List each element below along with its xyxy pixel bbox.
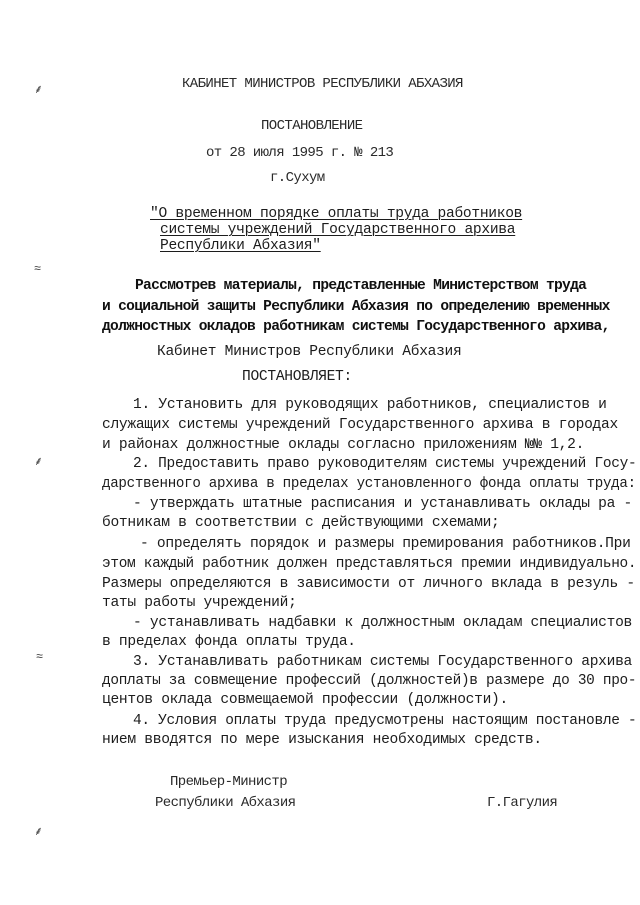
cabinet-line: Кабинет Министров Республики Абхазия: [157, 344, 462, 360]
margin-mark-icon: ≈: [36, 650, 44, 664]
body-line: этом каждый работник должен представляться премии индивидуально.: [102, 556, 637, 572]
document-title-line: системы учреждений Государственного архива: [160, 222, 516, 238]
body-line: служащих системы учреждений Государственного архива в городах: [102, 417, 618, 433]
document-date-number: от 28 июля 1995 г. № 213: [206, 145, 394, 161]
preamble-line: Рассмотрев материалы, представленные Министерством труда: [135, 278, 587, 294]
body-line: - определять порядок и размеры премирования работников.При: [140, 536, 631, 552]
margin-mark-icon: ≈: [34, 262, 42, 276]
margin-mark-icon: ⸙: [34, 825, 44, 839]
signature-position: Премьер-Министр: [170, 774, 288, 790]
body-line: доплаты за совмещение профессий (должностей)в размере до 30 про-: [102, 673, 637, 689]
body-line: 1. Установить для руководящих работников, специалистов и: [133, 397, 607, 413]
body-line: Размеры определяются в зависимости от личного вклада в резуль -: [102, 576, 635, 592]
preamble-line: должностных окладов работникам системы Государственного архива,: [102, 319, 610, 335]
margin-mark-icon: ⸙: [34, 83, 44, 97]
signature-name: Г.Гагулия: [487, 795, 558, 811]
document-city: г.Сухум: [270, 170, 325, 186]
body-line: - устанавливать надбавки к должностным окладам специалистов: [133, 615, 633, 631]
body-line: ботникам в соответствии с действующими схемами;: [102, 515, 500, 531]
document-title-line: "О временном порядке оплаты труда работников: [150, 206, 523, 222]
signature-position: Республики Абхазия: [155, 795, 296, 811]
preamble-line: и социальной защиты Республики Абхазия по определению временных: [102, 299, 610, 315]
decrees-heading: ПОСТАНОВЛЯЕТ:: [242, 369, 352, 385]
body-line: центов оклада совмещаемой профессии (должности).: [102, 692, 508, 708]
margin-mark-icon: ⸙: [34, 455, 44, 469]
body-line: таты работы учреждений;: [102, 595, 297, 611]
body-line: нием вводятся по мере изыскания необходимых средств.: [102, 732, 542, 748]
body-line: 2. Предоставить право руководителям системы учреждений Госу-: [133, 456, 637, 472]
body-line: 3. Устанавливать работникам системы Государственного архива: [133, 654, 633, 670]
document-title-line: Республики Абхазия": [160, 238, 321, 254]
body-line: в пределах фонда оплаты труда.: [102, 634, 356, 650]
body-line: дарственного архива в пределах установленного фонда оплаты труда:: [102, 476, 636, 492]
document-type: ПОСТАНОВЛЕНИЕ: [261, 118, 363, 134]
body-line: и районах должностные оклады согласно приложениям №№ 1,2.: [102, 437, 585, 453]
body-line: - утверждать штатные расписания и устанавливать оклады ра -: [133, 496, 633, 512]
organization-name: КАБИНЕТ МИНИСТРОВ РЕСПУБЛИКИ АБХАЗИЯ: [182, 76, 463, 92]
body-line: 4. Условия оплаты труда предусмотрены настоящим постановле -: [133, 713, 637, 729]
